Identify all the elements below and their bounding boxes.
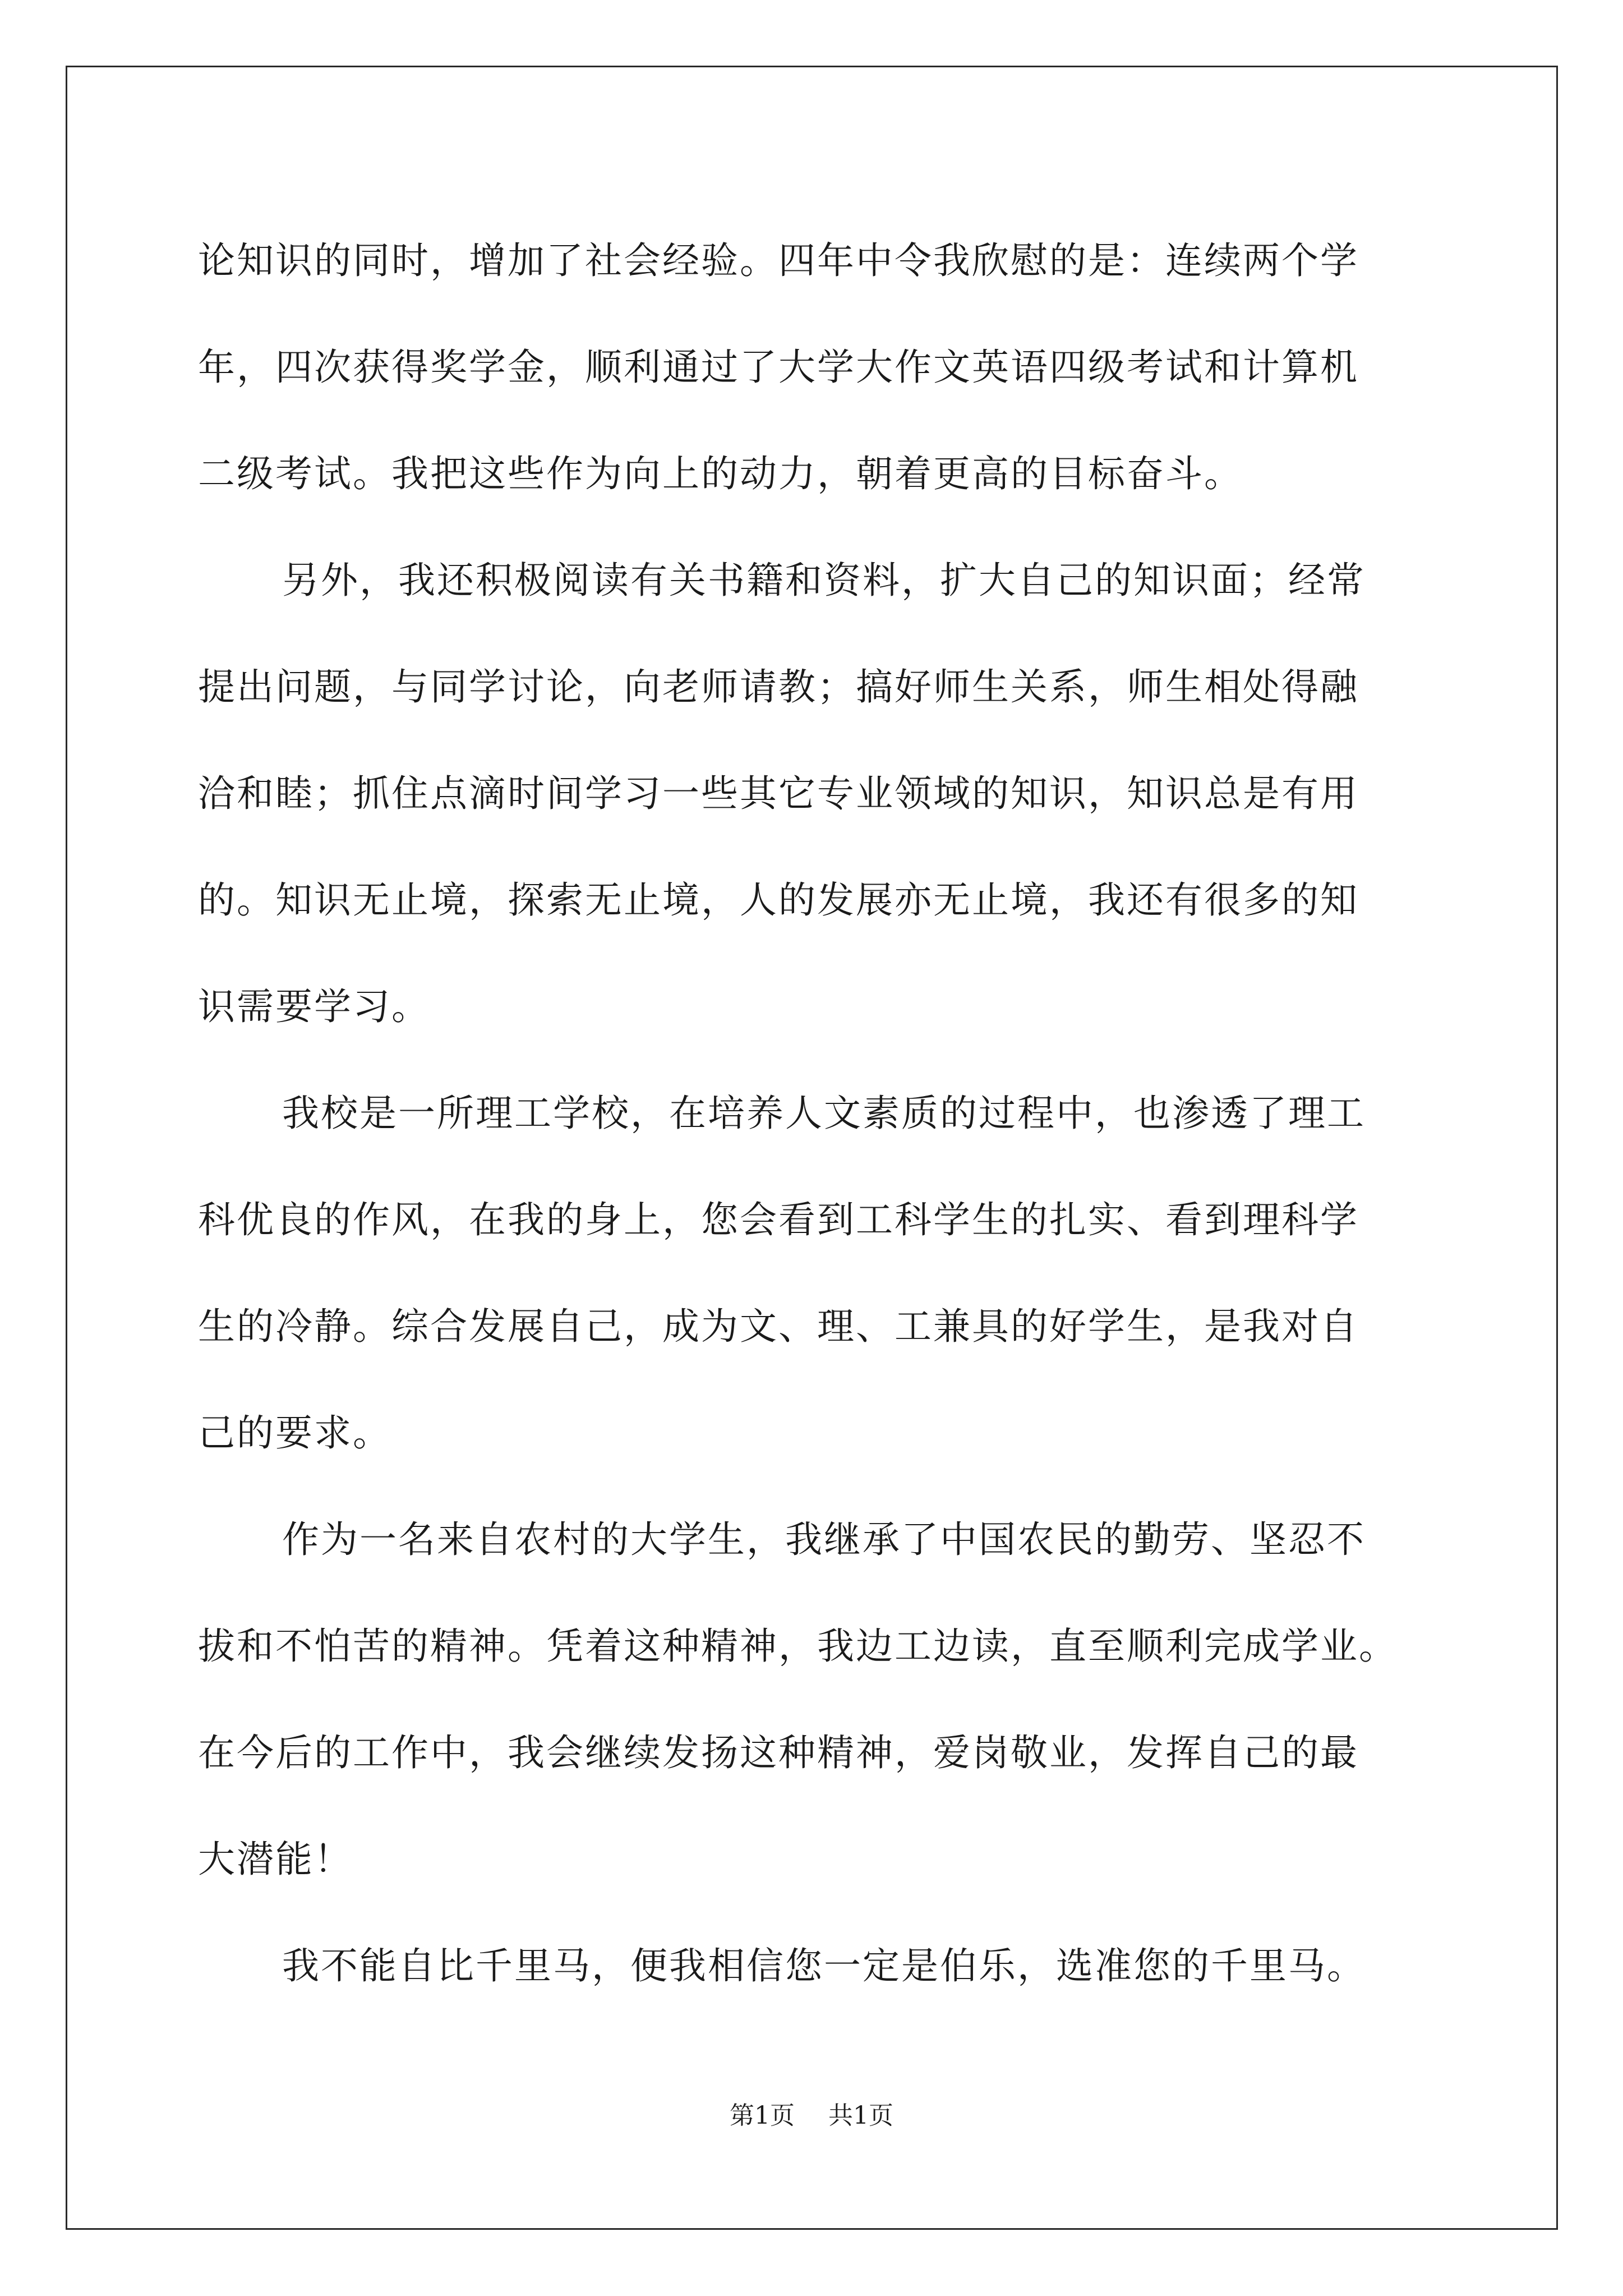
paragraph-3	[198, 1060, 1432, 1487]
text-line: 作为一名来自农村的大学生，我继承了中国农民的勤劳、坚忍不	[282, 1518, 1366, 1561]
paragraph-2	[198, 527, 1432, 1060]
text-line: 己的要求。	[198, 1411, 391, 1455]
document-body	[198, 208, 1432, 2019]
text-line: 我校是一所理工学校，在培养人文素质的过程中，也渗透了理工	[282, 1092, 1366, 1135]
text-line: 年，四次获得奖学金，顺利通过了大学大作文英语四级考试和计算机	[198, 346, 1359, 389]
text-line: 大潜能！	[198, 1838, 353, 1881]
text-line: 识需要学习。	[198, 985, 430, 1028]
text-line: 生的冷静。综合发展自己，成为文、理、工兼具的好学生，是我对自	[198, 1305, 1359, 1348]
text-line: 洽和睦；抓住点滴时间学习一些其它专业领域的知识，知识总是有用	[198, 772, 1359, 815]
paragraph-4	[198, 1487, 1432, 1913]
paragraph-5	[198, 1913, 1432, 2019]
text-line: 另外，我还积极阅读有关书籍和资料，扩大自己的知识面；经常	[282, 559, 1366, 602]
paragraph-1	[198, 208, 1432, 527]
page-number: 第1页	[730, 2101, 795, 2130]
page-footer	[0, 2095, 1623, 2131]
text-line: 拔和不怕苦的精神。凭着这种精神，我边工边读，直至顺利完成学业。	[198, 1625, 1398, 1668]
text-line: 二级考试。我把这些作为向上的动力，朝着更高的目标奋斗。	[198, 452, 1243, 495]
text-line: 论知识的同时，增加了社会经验。四年中令我欣慰的是：连续两个学	[198, 239, 1359, 282]
text-line: 我不能自比千里马，便我相信您一定是伯乐，选准您的千里马。	[282, 1944, 1366, 1987]
page-total: 共1页	[828, 2101, 893, 2130]
text-line: 在今后的工作中，我会继续发扬这种精神，爱岗敬业，发挥自己的最	[198, 1731, 1359, 1774]
text-line: 的。知识无止境，探索无止境，人的发展亦无止境，我还有很多的知	[198, 878, 1359, 922]
text-line: 提出问题，与同学讨论，向老师请教；搞好师生关系，师生相处得融	[198, 665, 1359, 708]
text-line: 科优良的作风，在我的身上，您会看到工科学生的扎实、看到理科学	[198, 1198, 1359, 1241]
